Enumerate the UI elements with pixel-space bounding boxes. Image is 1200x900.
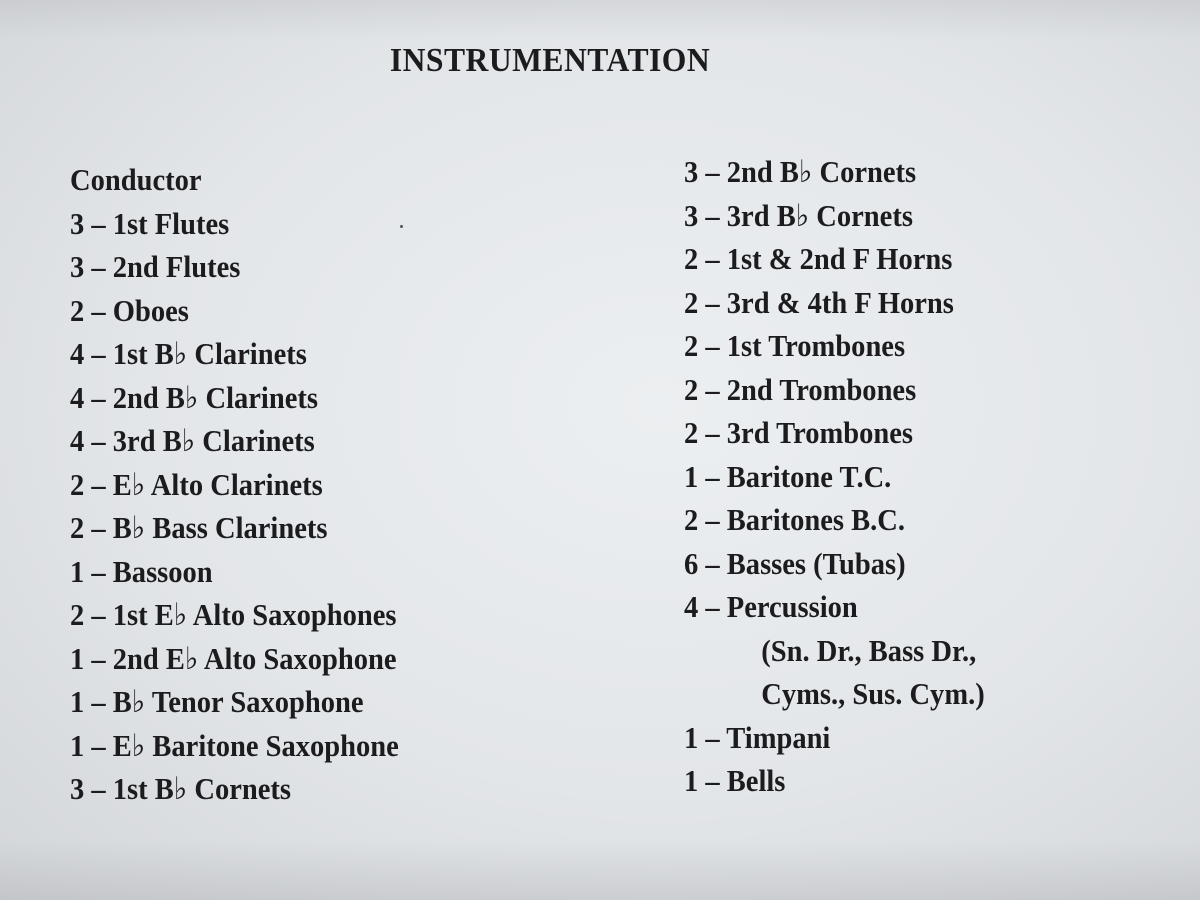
list-item: 2 – B♭ Bass Clarinets (70, 510, 328, 545)
list-item-continuation: (Sn. Dr., Bass Dr., (761, 632, 977, 668)
list-item: 2 – Baritones B.C. (684, 502, 906, 537)
list-item: 2 – E♭ Alto Clarinets (70, 466, 323, 502)
list-item: 1 – 2nd E♭ Alto Saxophone (70, 640, 397, 676)
list-item: 1 – Baritone T.C. (684, 458, 892, 494)
list-item: 2 – 3rd & 4th F Horns (684, 284, 954, 320)
list-item: 4 – Percussion (684, 589, 858, 624)
instrument-list-right (684, 150, 1011, 803)
page-title: INSTRUMENTATION (389, 42, 711, 79)
page-shadow-top (0, 0, 1200, 40)
list-item: 2 – 1st & 2nd F Horns (684, 241, 953, 276)
page-shadow-bottom (0, 840, 1200, 900)
list-item: 3 – 2nd B♭ Cornets (684, 154, 917, 189)
list-item: 1 – Bassoon (70, 553, 213, 589)
list-item: 4 – 2nd B♭ Clarinets (70, 379, 318, 415)
list-item: 6 – Basses (Tubas) (684, 545, 906, 581)
list-item: 1 – E♭ Baritone Saxophone (70, 727, 399, 763)
list-item: 2 – 1st E♭ Alto Saxophones (70, 597, 397, 632)
list-item: 2 – Oboes (70, 292, 189, 328)
list-item: Conductor (70, 162, 202, 197)
list-item: 2 – 2nd Trombones (684, 371, 917, 407)
list-item: 4 – 3rd B♭ Clarinets (70, 423, 315, 458)
list-item: 3 – 1st B♭ Cornets (70, 771, 292, 806)
list-item: 3 – 3rd B♭ Cornets (684, 197, 913, 233)
list-item: 1 – Bells (684, 763, 786, 798)
list-item: 2 – 1st Trombones (684, 328, 906, 363)
instrument-list-left (70, 158, 427, 811)
list-item: 1 – Timpani (684, 719, 831, 755)
list-item-continuation: Cyms., Sus. Cym.) (761, 676, 985, 711)
list-item: 3 – 1st Flutes (70, 205, 230, 241)
list-item: 1 – B♭ Tenor Saxophone (70, 684, 364, 719)
list-item: 3 – 2nd Flutes (70, 249, 241, 284)
list-item: 4 – 1st B♭ Clarinets (70, 336, 307, 371)
list-item: 2 – 3rd Trombones (684, 415, 913, 450)
